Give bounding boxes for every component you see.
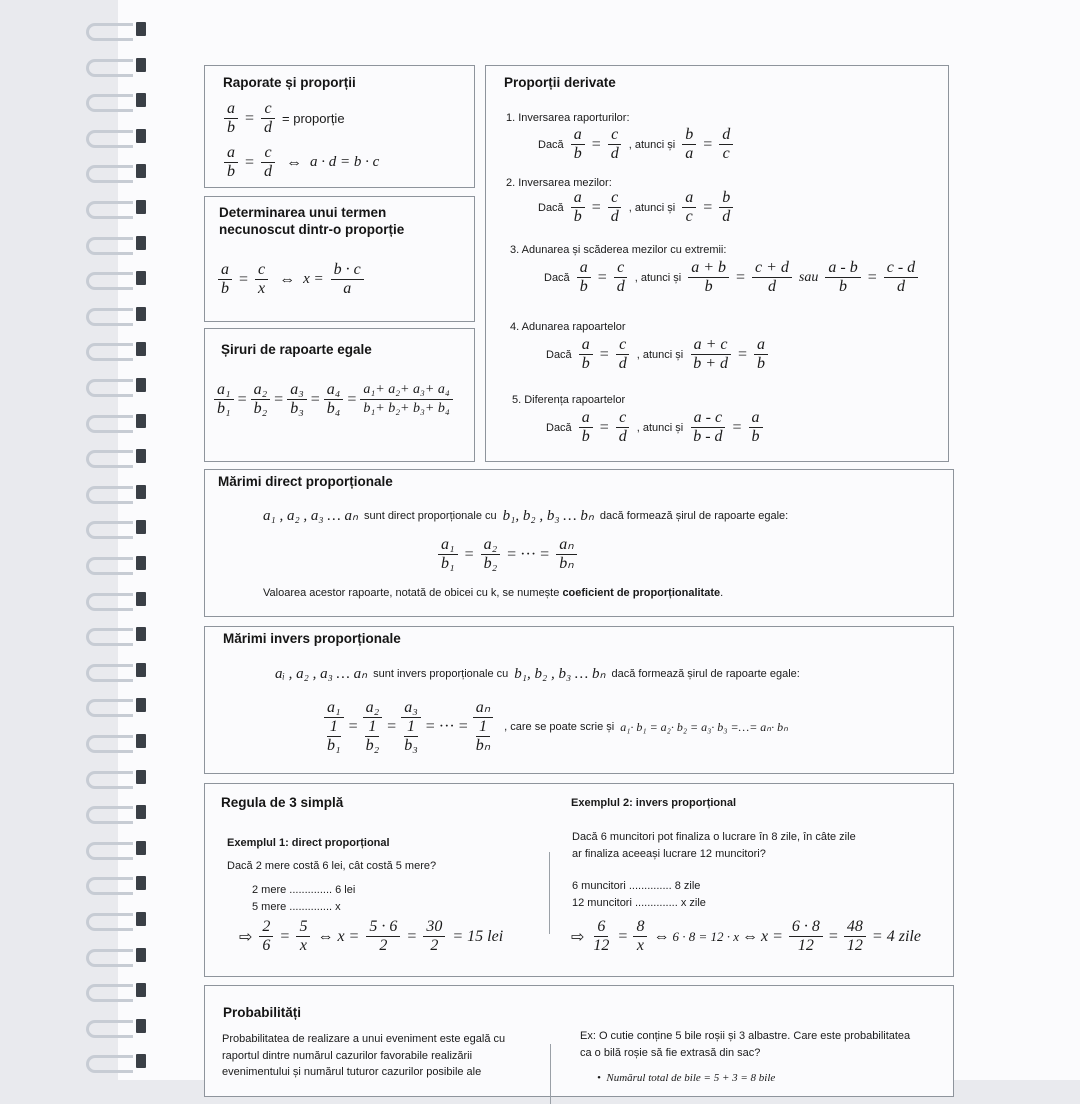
spiral-coil xyxy=(80,54,152,80)
example-line2: ca o bilă roșie să fie extrasă din sac? xyxy=(580,1047,761,1059)
spiral-coil xyxy=(80,89,152,115)
spiral-coil xyxy=(80,766,152,792)
example1-solution: ⇨ $\frac{2}{6}$ = $\frac{5}{x}$ ⇔ x = $\frac{5 \cdot 6}{2}$ = $\frac{30}{2}$ = 15 lei xyxy=(239,918,504,954)
box-title: Mărimi invers proporționale xyxy=(223,631,401,646)
box-title: Mărimi direct proporționale xyxy=(218,474,393,489)
example-line1: Ex: O cutie conține 5 bile roșii și 3 albastre. Care este probabilitatea xyxy=(580,1030,911,1042)
spiral-coil xyxy=(80,623,152,649)
spiral-coil xyxy=(80,445,152,471)
box-title-line1: Determinarea unui termen xyxy=(219,205,387,220)
column-divider xyxy=(550,1044,551,1104)
box-regula-de-3 xyxy=(204,783,954,977)
definition-line: a₁ , a₂ , a₃ … aₙ sunt direct proporționale cu b₁, b₂ , b₃ … bₙ dacă formează șirul de rapoarte egale: xyxy=(263,508,789,524)
spiral-coil xyxy=(80,837,152,863)
box-title: Proporții derivate xyxy=(504,75,616,90)
item-diferenta-rapoartelor: 5. Diferența rapoartelor xyxy=(512,394,626,406)
box-title: Șiruri de rapoarte egale xyxy=(221,342,372,357)
spiral-coil xyxy=(80,694,152,720)
formula-item2: Dacă $\frac{a}{b}$ = $\frac{c}{d}$ , atunci și $\frac{a}{c}$ = $\frac{b}{d}$ xyxy=(538,189,736,226)
definition-line2: raportul dintre numărul cazurilor favorabile realizării xyxy=(222,1050,473,1062)
spiral-coil xyxy=(80,801,152,827)
box-termen-necunoscut xyxy=(204,196,475,322)
formula-proportie: $\frac{a}{b}$ = $\frac{c}{d}$ = proporție xyxy=(221,100,345,137)
spiral-coil xyxy=(80,872,152,898)
spiral-coil xyxy=(80,196,152,222)
spiral-coil xyxy=(80,552,152,578)
spiral-coil xyxy=(80,374,152,400)
formula-item4: Dacă $\frac{a}{b}$ = $\frac{c}{d}$ , atunci și $\frac{a + c}{b + d}$ = $\frac{a}{b}$ xyxy=(546,336,771,373)
item-adunarea-rapoartelor: 4. Adunarea rapoartelor xyxy=(510,321,626,333)
box-title: Probabilități xyxy=(223,1005,302,1020)
spiral-coil xyxy=(80,303,152,329)
formula-produs: $\frac{a}{b}$ = $\frac{c}{d}$ ⇔ a · d = b · c xyxy=(221,144,379,181)
example1-title: Exemplul 1: direct proporțional xyxy=(227,837,390,849)
spiral-coil xyxy=(80,659,152,685)
coefficient-note: Valoarea acestor rapoarte, notată de obicei cu k, se numește coeficient de proporționalitate. xyxy=(263,587,724,599)
formula-termen: $\frac{a}{b}$ = $\frac{c}{x}$ ⇔ x = $\frac{b \cdot c}{a}$ xyxy=(215,261,367,298)
box-invers-proportionale xyxy=(204,626,954,774)
spiral-coil xyxy=(80,267,152,293)
box-proportii-derivate xyxy=(485,65,949,462)
example1-question: Dacă 2 mere costă 6 lei, cât costă 5 mere? xyxy=(227,860,437,872)
box-rapoarte-proportii xyxy=(204,65,475,188)
spiral-coil xyxy=(80,410,152,436)
item-inversarea-raporturilor: 1. Inversarea raporturilor: xyxy=(506,112,630,124)
spiral-coil xyxy=(80,908,152,934)
box-title-line2: necunoscut dintr-o proporție xyxy=(219,222,405,237)
spiral-coil xyxy=(80,979,152,1005)
box-probabilitati xyxy=(204,985,954,1097)
spiral-coil xyxy=(80,481,152,507)
example2-question-line2: ar finaliza aceeași lucrare 12 muncitori? xyxy=(572,848,766,860)
spiral-coil xyxy=(80,232,152,258)
formula-item1: Dacă $\frac{a}{b}$ = $\frac{c}{d}$ , atunci și $\frac{b}{a}$ = $\frac{d}{c}$ xyxy=(538,126,736,163)
box-siruri-rapoarte xyxy=(204,328,475,462)
spiral-coil xyxy=(80,338,152,364)
spiral-coil xyxy=(80,516,152,542)
box-title: Regula de 3 simplă xyxy=(221,795,344,810)
example2-solution: ⇨ $\frac{6}{12}$ = $\frac{8}{x}$ ⇔ 6 · 8 = 12 · x ⇔ x = $\frac{6 \cdot 8}{12}$ = $\frac{48}{12}$ = 4 zile xyxy=(571,918,921,954)
definition-line3: evenimentului și numărul tuturor cazurilor posibile ale xyxy=(222,1066,482,1078)
spiral-coil xyxy=(80,1050,152,1076)
formula-item5: Dacă $\frac{a}{b}$ = $\frac{c}{d}$ , atunci și $\frac{a - c}{b - d}$ = $\frac{a}{b}$ xyxy=(546,409,766,446)
example2-line2: 12 muncitori .............. x zile xyxy=(572,897,706,909)
box-title: Raporate și proporții xyxy=(223,75,356,90)
formula-invers: a₁ 1 b₁ = a₂ 1 b₂ = a₃ 1 b₃ = ··· = aₙ 1 bₙ , care se poate scrie și a₁· b₁ = a₂· b₂ = a₃· b₃ =…= aₙ· bₙ xyxy=(321,699,788,755)
spiral-coil xyxy=(80,18,152,44)
example-bullet: • Numărul total de bile = 5 + 3 = 8 bile xyxy=(597,1072,776,1084)
item-inversarea-mezilor: 2. Inversarea mezilor: xyxy=(506,177,612,189)
example2-question-line1: Dacă 6 muncitori pot finaliza o lucrare în 8 zile, în câte zile xyxy=(572,831,856,843)
spiral-coil xyxy=(80,730,152,756)
definition-line1: Probabilitatea de realizare a unui eveniment este egală cu xyxy=(222,1033,506,1045)
example1-line1: 2 mere .............. 6 lei xyxy=(252,884,356,896)
spiral-coil xyxy=(80,160,152,186)
example1-line2: 5 mere .............. x xyxy=(252,901,341,913)
spiral-coil xyxy=(80,944,152,970)
example2-title: Exemplul 2: invers proporțional xyxy=(571,797,737,809)
example2-line1: 6 muncitori .............. 8 zile xyxy=(572,880,701,892)
formula-item3: Dacă $\frac{a}{b}$ = $\frac{c}{d}$ , atunci și $\frac{a + b}{b}$ = $\frac{c + d}{d}$ sau $\frac{a - b}{b}$ = $\frac{c - d}{d}$ xyxy=(544,259,921,296)
box-direct-proportionale xyxy=(204,469,954,617)
spiral-binding xyxy=(80,18,160,1080)
spiral-coil xyxy=(80,1015,152,1041)
spiral-coil xyxy=(80,125,152,151)
item-adunarea-scaderea: 3. Adunarea și scăderea mezilor cu extremii: xyxy=(510,244,727,256)
spiral-coil xyxy=(80,588,152,614)
column-divider xyxy=(549,852,550,934)
formula-direct: $\frac{\text{a₁}}{\text{b₁}}$ = $\frac{\text{a₂}}{\text{b₂}}$ = ··· = $\frac{\text{aₙ}}{\text{bₙ}}$ xyxy=(435,536,580,573)
formula-siruri: $\frac{\text{a₁}}{\text{b₁}}$ = $\frac{\text{a₂}}{\text{b₂}}$ = $\frac{\text{a₃}}{\text{b₃}}$ = $\frac{\text{a₄}}{\text{b₄}}$ = $\frac{\text{a₁+ a₂+ a₃+ a₄}}{\text{b₁+ b₂+ b₃+ b₄}}$ xyxy=(211,381,456,418)
definition-line: aᵢ , a₂ , a₃ … aₙ sunt invers proporționale cu b₁, b₂ , b₃ … bₙ dacă formează șirul de rapoarte egale: xyxy=(275,666,800,682)
